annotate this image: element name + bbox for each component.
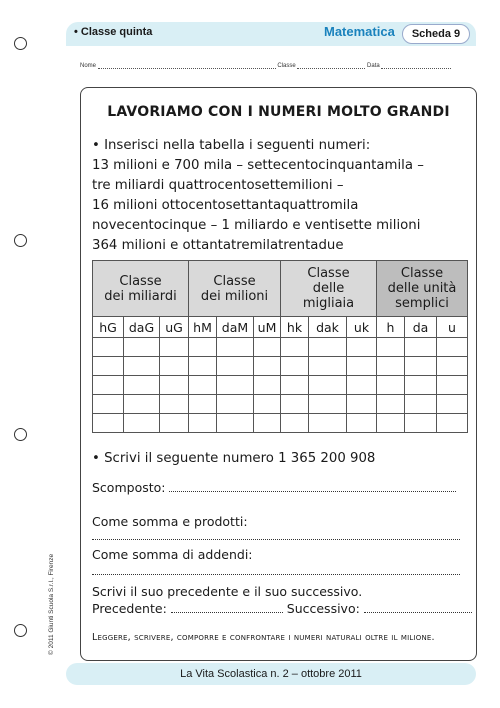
name-field[interactable] — [98, 62, 276, 69]
digit-cell[interactable] — [124, 357, 160, 376]
somma-addendi-answer-field[interactable] — [92, 574, 460, 575]
unit-label: uk — [347, 317, 377, 338]
exercise1-text — [92, 136, 424, 256]
class-header-units: Classe delle unità semplici — [377, 261, 468, 317]
binder-hole-1 — [14, 37, 27, 50]
digit-cell[interactable] — [160, 338, 189, 357]
header-bar — [66, 22, 476, 46]
class-header-millions: Classe dei milioni — [189, 261, 281, 317]
exercise1-line: 364 milioni e ottantatremilatrentadue — [92, 238, 344, 253]
digit-cell[interactable] — [281, 357, 309, 376]
digit-cell[interactable] — [377, 395, 405, 414]
digit-cell[interactable] — [93, 414, 124, 433]
unit-label: da — [405, 317, 437, 338]
class-field[interactable] — [297, 62, 365, 69]
digit-cell[interactable] — [160, 414, 189, 433]
digit-cell[interactable] — [347, 376, 377, 395]
digit-cell[interactable] — [437, 376, 468, 395]
digit-cell[interactable] — [347, 395, 377, 414]
table-row — [93, 376, 468, 395]
digit-cell[interactable] — [124, 338, 160, 357]
unit-label: hk — [281, 317, 309, 338]
class-header-billions: Classe dei miliardi — [93, 261, 189, 317]
digit-cell[interactable] — [309, 376, 347, 395]
digit-cell[interactable] — [309, 395, 347, 414]
digit-cell[interactable] — [309, 414, 347, 433]
digit-cell[interactable] — [93, 338, 124, 357]
digit-cell[interactable] — [217, 414, 254, 433]
digit-cell[interactable] — [124, 376, 160, 395]
digit-cell[interactable] — [189, 376, 217, 395]
worksheet-title: LAVORIAMO CON I NUMERI MOLTO GRANDI — [107, 104, 450, 120]
precedente-successivo-line — [92, 599, 472, 619]
digit-cell[interactable] — [254, 338, 281, 357]
digit-cell[interactable] — [377, 414, 405, 433]
digit-cell[interactable] — [377, 376, 405, 395]
digit-cell[interactable] — [405, 376, 437, 395]
digit-cell[interactable] — [405, 395, 437, 414]
date-field[interactable] — [381, 62, 451, 69]
footer-bar: La Vita Scolastica n. 2 – ottobre 2011 — [66, 663, 476, 685]
exercise1-line: tre miliardi quattrocentosettemilioni – — [92, 178, 344, 193]
successivo-label: Successivo: — [286, 601, 360, 616]
exercise1-line: 16 milioni ottocentosettantaquattromila — [92, 198, 359, 213]
successivo-answer-field[interactable] — [364, 612, 472, 613]
digit-cell[interactable] — [437, 338, 468, 357]
unit-label: daM — [217, 317, 254, 338]
digit-cell[interactable] — [254, 414, 281, 433]
digit-cell[interactable] — [93, 357, 124, 376]
unit-label: h — [377, 317, 405, 338]
precedente-answer-field[interactable] — [171, 612, 283, 613]
digit-cell[interactable] — [347, 414, 377, 433]
table-row — [93, 357, 468, 376]
name-label: Nome — [80, 63, 97, 69]
place-value-table — [92, 260, 468, 433]
digit-cell[interactable] — [281, 414, 309, 433]
digit-cell[interactable] — [189, 395, 217, 414]
exercise1-line: 13 milioni e 700 mila – settecentocinquantamila – — [92, 158, 424, 173]
student-info-fields — [80, 62, 470, 69]
table-row — [93, 414, 468, 433]
unit-labels-row — [93, 317, 468, 338]
class-label: Classe — [277, 63, 296, 69]
precedente-label: Precedente: — [92, 601, 167, 616]
unit-label: daG — [124, 317, 160, 338]
exercise1-line: • Inserisci nella tabella i seguenti numeri: — [92, 138, 371, 153]
digit-cell[interactable] — [160, 357, 189, 376]
digit-cell[interactable] — [124, 395, 160, 414]
somma-prodotti-answer-field[interactable] — [92, 539, 460, 540]
binder-hole-3 — [14, 428, 27, 441]
learning-objective: Leggere, scrivere, comporre e confrontare i numeri naturali oltre il milione. — [92, 632, 435, 643]
digit-cell[interactable] — [217, 395, 254, 414]
digit-cell[interactable] — [217, 376, 254, 395]
digit-cell[interactable] — [160, 376, 189, 395]
digit-cell[interactable] — [347, 357, 377, 376]
digit-cell[interactable] — [437, 357, 468, 376]
binder-hole-2 — [14, 234, 27, 247]
digit-cell[interactable] — [281, 338, 309, 357]
digit-cell[interactable] — [189, 414, 217, 433]
digit-cell[interactable] — [160, 395, 189, 414]
scomposto-label: Scomposto: — [92, 480, 166, 495]
digit-cell[interactable] — [189, 357, 217, 376]
digit-cell[interactable] — [254, 357, 281, 376]
precedente-successivo-instruction: Scrivi il suo precedente e il suo successivo. — [92, 584, 363, 599]
unit-label: u — [437, 317, 468, 338]
digit-cell[interactable] — [124, 414, 160, 433]
unit-label: uM — [254, 317, 281, 338]
class-header-thousands: Classe delle migliaia — [281, 261, 377, 317]
table-row — [93, 395, 468, 414]
binder-hole-4 — [14, 624, 27, 637]
digit-cell[interactable] — [281, 376, 309, 395]
unit-label: dak — [309, 317, 347, 338]
somma-prodotti-line — [92, 527, 460, 547]
digit-cell[interactable] — [405, 414, 437, 433]
scomposto-line — [92, 478, 456, 498]
copyright-note: © 2011 Giunti Scuola S.r.l., Firenze — [48, 553, 55, 655]
digit-cell[interactable] — [254, 376, 281, 395]
digit-cell[interactable] — [281, 395, 309, 414]
digit-cell[interactable] — [189, 338, 217, 357]
digit-cell[interactable] — [93, 376, 124, 395]
worksheet-box — [80, 87, 477, 661]
somma-addendi-line — [92, 562, 460, 582]
digit-cell[interactable] — [437, 395, 468, 414]
somma-addendi-label: Come somma di addendi: — [92, 547, 253, 562]
digit-cell[interactable] — [254, 395, 281, 414]
date-label: Data — [367, 63, 380, 69]
digit-cell[interactable] — [405, 357, 437, 376]
digit-cell[interactable] — [217, 338, 254, 357]
card-number-badge: Scheda 9 — [402, 24, 470, 44]
class-level-label: • Classe quinta — [74, 26, 153, 38]
somma-prodotti-label: Come somma e prodotti: — [92, 514, 248, 529]
digit-cell[interactable] — [347, 338, 377, 357]
digit-cell[interactable] — [93, 395, 124, 414]
digit-cell[interactable] — [309, 338, 347, 357]
subject-title: Matematica — [324, 24, 395, 39]
exercise2-prompt: • Scrivi il seguente numero 1 365 200 908 — [92, 451, 376, 466]
digit-cell[interactable] — [377, 357, 405, 376]
unit-label: hM — [189, 317, 217, 338]
digit-cell[interactable] — [217, 357, 254, 376]
digit-cell[interactable] — [309, 357, 347, 376]
exercise1-line: novecentocinque – 1 miliardo e ventisette milioni — [92, 218, 421, 233]
table-row — [93, 338, 468, 357]
unit-label: hG — [93, 317, 124, 338]
digit-cell[interactable] — [405, 338, 437, 357]
digit-cell[interactable] — [437, 414, 468, 433]
unit-label: uG — [160, 317, 189, 338]
scomposto-answer-field[interactable] — [169, 491, 456, 492]
digit-cell[interactable] — [377, 338, 405, 357]
